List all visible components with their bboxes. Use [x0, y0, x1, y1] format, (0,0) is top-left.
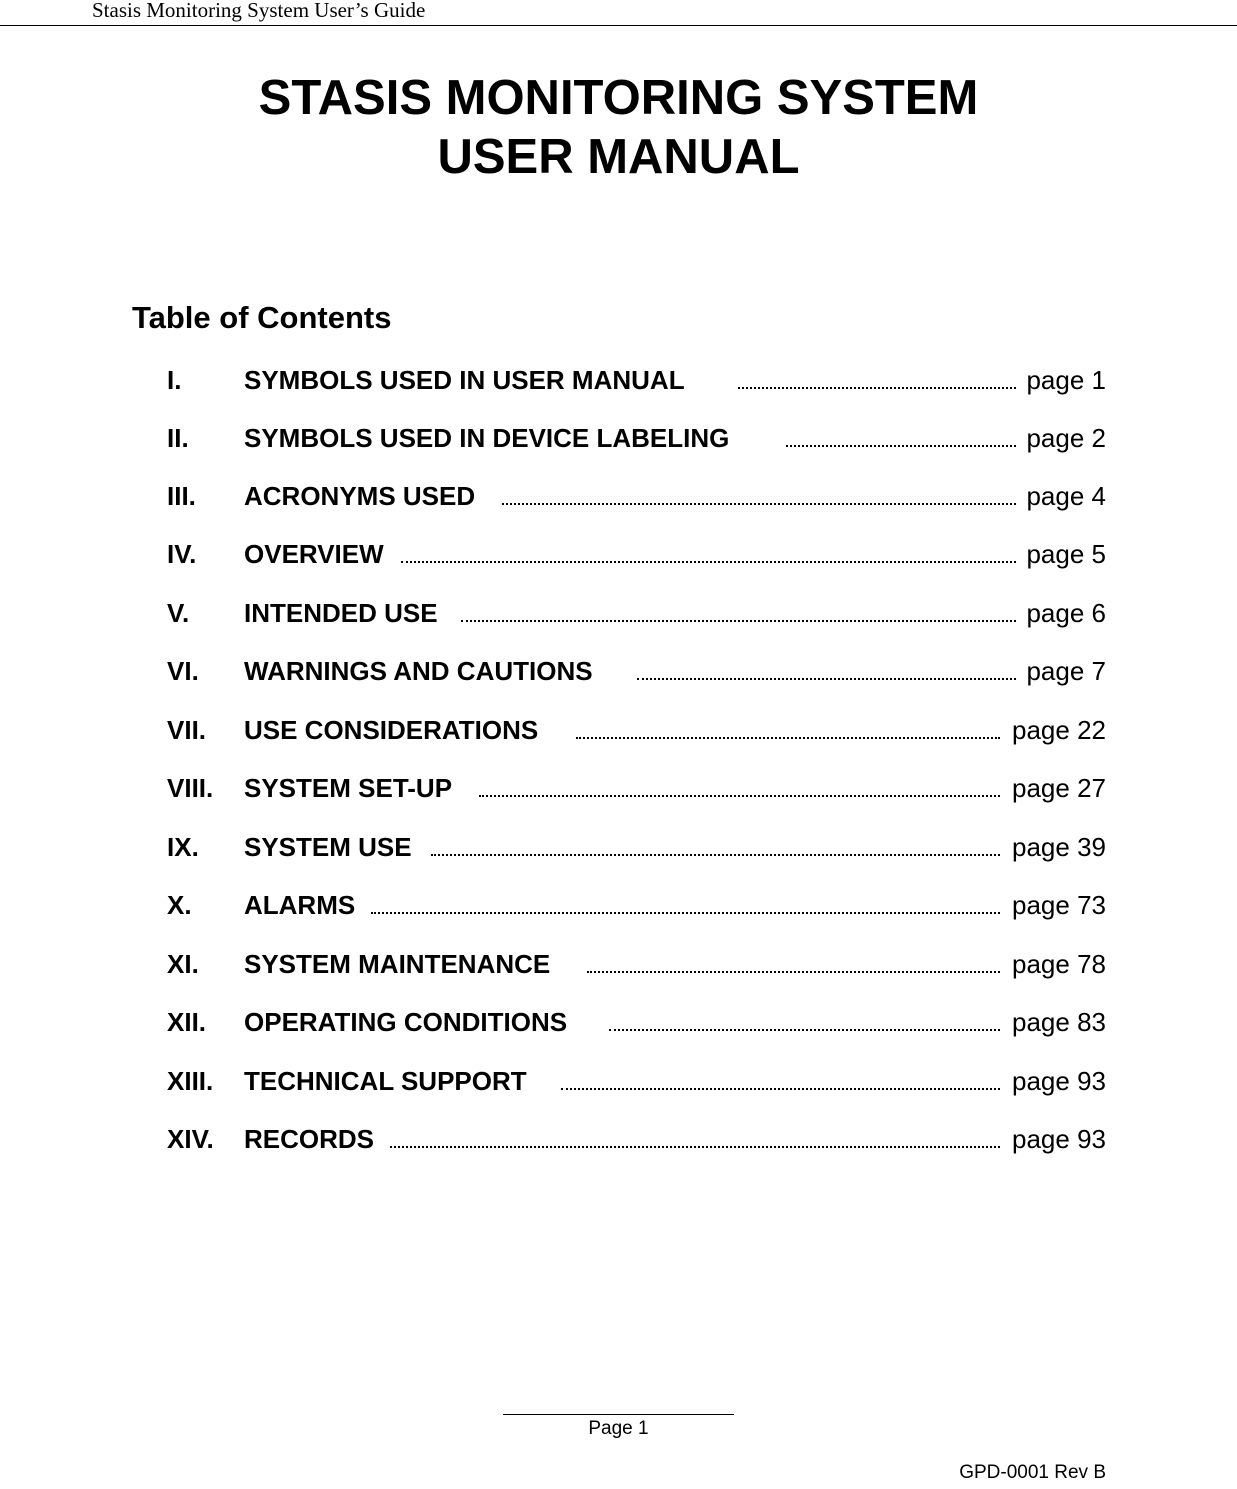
toc-entry-page: page 73	[1012, 890, 1106, 920]
toc-entry-title: TECHNICAL SUPPORT	[244, 1066, 527, 1096]
toc-entry-page: page 1	[1026, 365, 1106, 395]
toc-entry-title: SYSTEM USE	[244, 832, 412, 862]
toc-entry[interactable]	[167, 1121, 1106, 1157]
toc-entry-title: OVERVIEW	[244, 539, 384, 569]
toc-leader-dots	[609, 1029, 1000, 1031]
toc-leader-dots	[371, 912, 1000, 914]
toc-entry-number: II.	[167, 423, 189, 453]
running-header	[0, 0, 1237, 26]
toc-entry-page: page 83	[1012, 1007, 1106, 1037]
document-title-line-2: USER MANUAL	[437, 130, 800, 184]
toc-entry-page: page 27	[1012, 773, 1106, 803]
toc-entry-title: ALARMS	[244, 890, 356, 920]
toc-entry-title: INTENDED USE	[244, 598, 438, 628]
toc-leader-dots	[637, 678, 1016, 680]
toc-entry[interactable]	[167, 712, 1106, 748]
toc-entry-number: X.	[167, 890, 192, 920]
toc-entry-number: III.	[167, 481, 196, 511]
toc-entry[interactable]	[167, 595, 1106, 631]
toc-entry-page: page 93	[1012, 1066, 1106, 1096]
footer-page-number: Page 1	[588, 1418, 649, 1439]
toc-entry-title: USE CONSIDERATIONS	[244, 715, 539, 745]
toc-entry-number: VI.	[167, 656, 199, 686]
toc-leader-dots	[576, 737, 1000, 739]
toc-leader-dots	[461, 620, 1016, 622]
toc-entry-page: page 5	[1026, 539, 1106, 569]
toc-leader-dots	[738, 387, 1016, 389]
footer-rule	[503, 1414, 734, 1415]
toc-entry-page: page 6	[1026, 598, 1106, 628]
toc-entry-page: page 39	[1012, 832, 1106, 862]
toc-entry[interactable]	[167, 536, 1106, 572]
toc-entry[interactable]	[167, 653, 1106, 689]
toc-entry-number: XIII.	[167, 1066, 214, 1096]
toc-entry[interactable]	[167, 362, 1106, 398]
toc-entry[interactable]	[167, 478, 1106, 514]
toc-entry-title: WARNINGS AND CAUTIONS	[244, 656, 593, 686]
toc-entry-number: V.	[167, 598, 190, 628]
toc-entry-number: IX.	[167, 832, 199, 862]
toc-entry-title: SYSTEM SET-UP	[244, 773, 453, 803]
toc-entry-number: XIV.	[167, 1124, 214, 1154]
toc-leader-dots	[786, 445, 1016, 447]
toc-entry-page: page 22	[1012, 715, 1106, 745]
toc-entry-title: SYMBOLS USED IN USER MANUAL	[244, 365, 685, 395]
toc-entry-page: page 78	[1012, 949, 1106, 979]
toc-leader-dots	[502, 503, 1016, 505]
toc-leader-dots	[401, 561, 1016, 563]
footer-document-id: GPD-0001 Rev B	[959, 1462, 1106, 1483]
document-title-line-1: STASIS MONITORING SYSTEM	[258, 71, 979, 125]
toc-leader-dots	[479, 795, 1000, 797]
toc-leader-dots	[561, 1088, 1000, 1090]
toc-heading: Table of Contents	[132, 300, 392, 335]
toc-entry-page: page 2	[1026, 423, 1106, 453]
toc-entry[interactable]	[167, 829, 1106, 865]
toc-entry-number: VIII.	[167, 773, 214, 803]
toc-entry[interactable]	[167, 887, 1106, 923]
toc-entry-page: page 7	[1026, 656, 1106, 686]
toc-entry[interactable]	[167, 770, 1106, 806]
toc-entry[interactable]	[167, 946, 1106, 982]
toc-entry[interactable]	[167, 1063, 1106, 1099]
toc-entry-title: SYMBOLS USED IN DEVICE LABELING	[244, 423, 730, 453]
toc-entry-page: page 4	[1026, 481, 1106, 511]
toc-entry-title: ACRONYMS USED	[244, 481, 476, 511]
toc-entry-title: OPERATING CONDITIONS	[244, 1007, 568, 1037]
toc-entry[interactable]	[167, 420, 1106, 456]
toc-entry-title: SYSTEM MAINTENANCE	[244, 949, 551, 979]
running-header-text: Stasis Monitoring System User’s Guide	[92, 0, 426, 22]
toc-entry-number: XII.	[167, 1007, 207, 1037]
toc-entry-number: VII.	[167, 715, 207, 745]
toc-leader-dots	[587, 971, 1000, 973]
toc-entry-number: I.	[167, 365, 182, 395]
toc-leader-dots	[390, 1146, 1000, 1148]
toc-entry-title: RECORDS	[244, 1124, 375, 1154]
toc-leader-dots	[431, 854, 1000, 856]
toc-entry[interactable]	[167, 1004, 1106, 1040]
toc-entry-page: page 93	[1012, 1124, 1106, 1154]
toc-entry-number: XI.	[167, 949, 199, 979]
toc-entry-number: IV.	[167, 539, 197, 569]
